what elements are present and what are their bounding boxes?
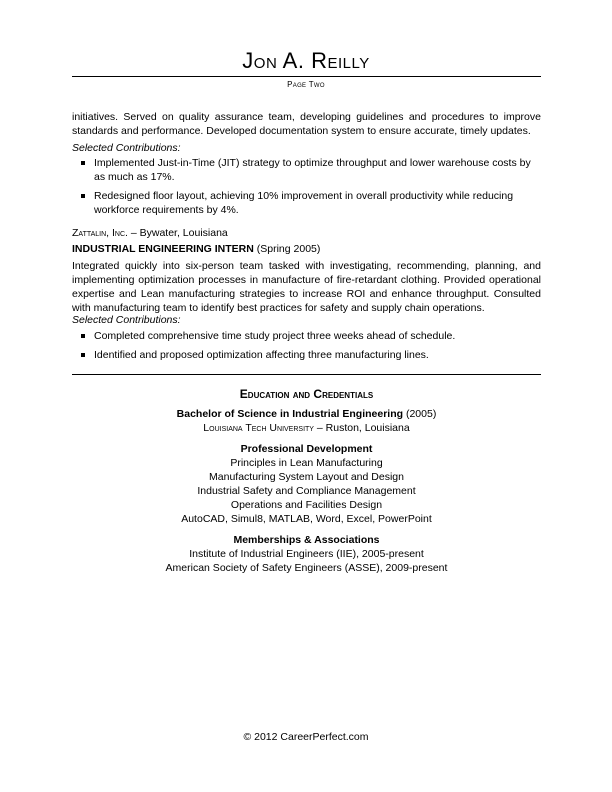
copyright-footer: © 2012 CareerPerfect.com (243, 731, 369, 743)
bullet-square-icon (81, 334, 85, 338)
professional-development-heading: Professional Development (240, 443, 373, 455)
university: Louisiana Tech University (203, 422, 314, 434)
job2-description: Integrated quickly into six-person team tasked with investigating, recommending, planning, and implementing optimization processes in manufacture of fire-retardant clothing. Provided operational expertise and Lean manufacturing strategies to increase ROI and enhance throughput. Consulted with manufacturing team to identify best practices for safety and supply chain operations. (72, 260, 541, 314)
list-item: AutoCAD, Simul8, MATLAB, Word, Excel, PowerPoint (181, 513, 432, 525)
list-item: Operations and Facilities Design (230, 499, 383, 511)
list-item: Principles in Lean Manufacturing (230, 457, 383, 469)
list-item: Implemented Just-in-Time (JIT) strategy to optimize throughput and lower warehouse costs by as much as 17%. (72, 156, 541, 184)
job1-continuation: initiatives. Served on quality assurance team, developing guidelines and procedures to improve standards and performance. Developed documentation system to ensure accurate, timely updates. (72, 111, 541, 137)
list-item: Industrial Safety and Compliance Management (197, 485, 416, 497)
job2-dates: (Spring 2005) (253, 243, 321, 255)
section-divider (72, 374, 541, 375)
bullet-square-icon (81, 161, 85, 165)
job2-contributions-label: Selected Contributions: (72, 314, 181, 326)
job1-contributions-label: Selected Contributions: (72, 142, 181, 154)
job2-title: INDUSTRIAL ENGINEERING INTERN (72, 243, 254, 255)
bullet-square-icon (81, 353, 85, 357)
job2-location: – Bywater, Louisiana (127, 227, 228, 239)
job2-bullet-list (72, 329, 541, 367)
memberships-heading: Memberships & Associations (233, 534, 380, 546)
candidate-name: Jon A. Reilly (242, 48, 370, 73)
list-item: Completed comprehensive time study project three weeks ahead of schedule. (72, 329, 541, 343)
job2-company-line (72, 226, 541, 240)
degree-year: (2005) (403, 408, 437, 420)
list-item: American Society of Safety Engineers (ASSE), 2009-present (165, 562, 448, 574)
university-location: – Ruston, Louisiana (313, 422, 410, 434)
university-line (72, 421, 541, 435)
bullet-square-icon (81, 194, 85, 198)
job2-title-line (72, 242, 541, 256)
education-heading: Education and Credentials (239, 387, 374, 401)
list-item: Institute of Industrial Engineers (IIE), 2005-present (189, 548, 424, 560)
list-item: Redesigned floor layout, achieving 10% improvement in overall productivity while reducing workforce requirements by 4%. (72, 189, 541, 217)
page-label: Page Two (287, 80, 325, 89)
job2-company: Zattalin, Inc. (72, 227, 128, 239)
education-section (72, 387, 541, 575)
degree: Bachelor of Science in Industrial Engineering (176, 408, 404, 420)
job1-bullet-list (72, 156, 541, 222)
list-item: Identified and proposed optimization affecting three manufacturing lines. (72, 348, 541, 362)
degree-line (72, 407, 541, 421)
header-divider (72, 76, 541, 77)
list-item: Manufacturing System Layout and Design (209, 471, 404, 483)
